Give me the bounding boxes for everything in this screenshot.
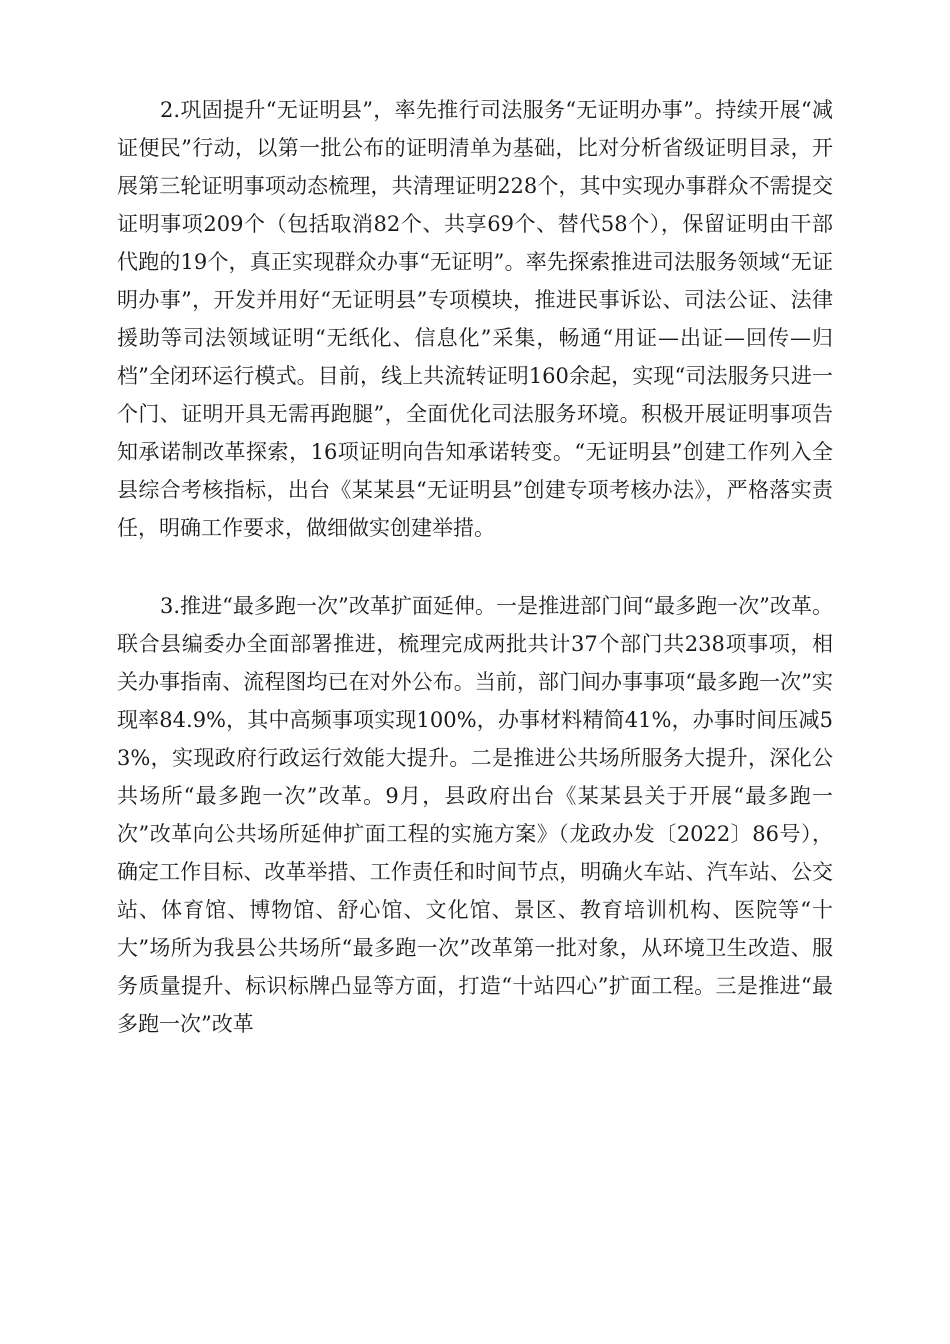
paragraph-item-2-no-certificate-county: 2.巩固提升“无证明县”，率先推行司法服务“无证明办事”。持续开展“减证便民”行动，以第一批公布的证明清单为基础，比对分析省级证明目录，开展第三轮证明事项动态梳理，共清理证明228个，其中实现办事群众不需提交证明事项209个（包括取消82个、共享69个、替代58个），保留证明由干部代跑的19个，真正实现群众办事“无证明”。率先探索推进司法服务领域“无证明办事”，开发并用好“无证明县”专项模块，推进民事诉讼、司法公证、法律援助等司法领域证明“无纸化、信息化”采集，畅通“用证—出证—回传—归档”全闭环运行模式。目前，线上共流转证明160余起，实现“司法服务只进一个门、证明开具无需再跑腿”，全面优化司法服务环境。积极开展证明事项告知承诺制改革探索，16项证明向告知承诺转变。“无证明县”创建工作列入全县综合考核指标，出台《某某县“无证明县”创建专项考核办法》，严格落实责任，明确工作要求，做细做实创建举措。: [117, 98, 833, 540]
document-body: [117, 91, 833, 1043]
paragraph-item-3-run-at-most-once-reform: 3.推进“最多跑一次”改革扩面延伸。一是推进部门间“最多跑一次”改革。联合县编委办全面部署推进，梳理完成两批共计37个部门共238项事项，相关办事指南、流程图均已在对外公布。当前，部门间办事事项“最多跑一次”实现率84.9%，其中高频事项实现100%，办事材料精简41%，办事时间压减53%，实现政府行政运行效能大提升。二是推进公共场所服务大提升，深化公共场所“最多跑一次”改革。9月，县政府出台《某某县关于开展“最多跑一次”改革向公共场所延伸扩面工程的实施方案》（龙政办发〔2022〕86号），确定工作目标、改革举措、工作责任和时间节点，明确火车站、汽车站、公交站、体育馆、博物馆、舒心馆、文化馆、景区、教育培训机构、医院等“十大”场所为我县公共场所“最多跑一次”改革第一批对象，从环境卫生改造、服务质量提升、标识标牌凸显等方面，打造“十站四心”扩面工程。三是推进“最多跑一次”改革: [117, 594, 833, 1036]
